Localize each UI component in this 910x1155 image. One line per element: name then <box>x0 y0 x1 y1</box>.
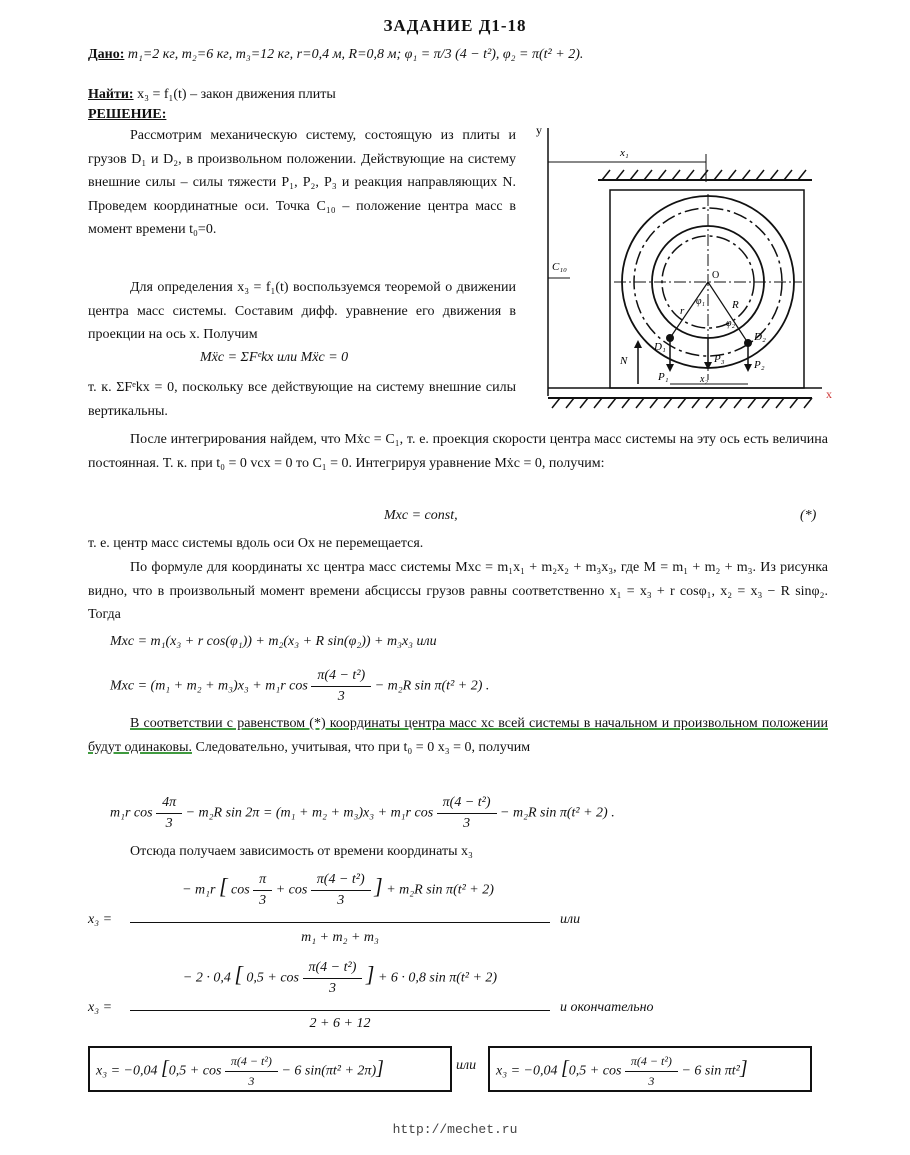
eq5-den1: 3 <box>165 816 173 831</box>
res2-b: 0,5 + cos <box>568 1063 622 1079</box>
res2-c: − 6 sin πt² <box>681 1063 740 1079</box>
equation-const: Mxc = const, <box>384 508 458 523</box>
eq4-num: π(4 − t²) <box>311 668 371 687</box>
equation-motion: Mẍc = ΣFᵉkx или Mẍc = 0 <box>200 350 349 365</box>
given-text: m₁=2 кг, m₂=6 кг, m₃=12 кг, r=0,4 м, R=0,8 м; φ₁ = π/3 (4 − t²), φ₂ = π(t² + 2). <box>127 47 584 62</box>
eq4-fraction <box>311 668 371 705</box>
paragraph-theorem: Для определения x₃ = f₁(t) воспользуемся теоремой о движении центра масс системы. Составим дифф. уравнение его движения в проекции на ось x. Получим <box>88 280 516 342</box>
res2-num: π(4 − t²) <box>625 1054 678 1072</box>
result-or: или <box>456 1058 477 1073</box>
eq4-left: Mxc = (m₁ + m₂ + m₃)x₃ + m₁r cos <box>110 678 308 694</box>
d2-label: D₂ <box>754 331 766 343</box>
equation-tag: (*) <box>800 508 817 523</box>
eq4-den: 3 <box>337 689 345 704</box>
y-axis-label: y <box>536 123 542 137</box>
mechanism-figure <box>530 118 840 418</box>
eq7-frac-num: π(4 − t²) <box>303 960 363 979</box>
eq6-frac-b-den: 3 <box>259 893 267 908</box>
p2-label: P₂ <box>754 359 765 371</box>
solution-label: РЕШЕНИЕ: <box>88 107 167 122</box>
eq7-fraction-bar <box>130 1010 550 1011</box>
paragraph-forces: т. к. ΣFᵉkx = 0, поскольку все действующие на систему внешние силы вертикальны. <box>88 380 516 419</box>
d1-label: D₁ <box>654 341 666 353</box>
result-1: x₃ = −0,04 [0,5 + cos $\frac{\text{π(4 − t²)}}{3}$ − 6 sin(πt² + 2π)] <box>96 1054 384 1088</box>
paragraph-equality <box>88 712 828 759</box>
equation-initial <box>110 795 615 832</box>
floor-hatch <box>552 398 812 408</box>
res1-den: 3 <box>248 1074 255 1088</box>
eq7-num-c: + 6 · 0,8 sin π(t² + 2) <box>377 970 498 986</box>
paragraph-center-fixed: т. е. центр масс системы вдоль оси Ox не перемещается. <box>88 536 424 551</box>
eq7-num-a: − 2 · 0,4 <box>182 970 231 986</box>
r-label: r <box>680 305 685 317</box>
eq6-num-d: + m₂R sin π(t² + 2) <box>386 882 494 898</box>
res2-den: 3 <box>648 1074 655 1088</box>
eq6-denominator: m₁ + m₂ + m₃ <box>301 930 379 945</box>
paragraph-intro: Рассмотрим механическую систему, состоящую из плиты и грузов D₁ и D₂, в произвольном положении. Действующие на систему внешние силы – силы тяжести P₁, P₂, P₃ и реакция направляющих N. Проведем координатные оси. Точка C₁₀ – положение центра масс в момент времени t₀=0. <box>88 128 516 237</box>
eq5-right: − m₂R sin π(t² + 2) . <box>500 805 615 821</box>
paragraph-dependence: Отсюда получаем зависимость от времени координаты x₃ <box>130 844 473 859</box>
page-title: ЗАДАНИЕ Д1-18 <box>383 16 527 35</box>
center-label: O <box>712 270 720 281</box>
x-axis-label: x <box>826 387 832 401</box>
eq6-frac-b-num: π <box>253 872 272 891</box>
footer-url: http://mechet.ru <box>392 1122 518 1137</box>
given-label: Дано: <box>88 47 125 62</box>
plate <box>610 190 804 388</box>
res2-frac <box>625 1054 678 1089</box>
paragraph-equality-underlined: В соответствии с равенством (*) координаты центра масс xc всей системы в начальном и произвольном положении будут одинаковы. <box>88 716 828 755</box>
eq6-num-a: − m₁r <box>182 882 216 898</box>
paragraph-integration: После интегрирования найдем, что Mẋc = C₁, т. е. проекция скорости центра масс системы на эту ось есть величина постоянная. Т. к. при t₀ = 0 vcx = 0 то C₁ = 0. Интегрируя уравнение Mẋc = 0, получим: <box>88 432 828 471</box>
eq6-tail: или <box>560 912 581 927</box>
eq7-frac-den: 3 <box>328 981 336 996</box>
find-text: x₃ = f₁(t) – закон движения плиты <box>137 87 336 102</box>
paragraph-formula: По формуле для координаты xc центра масс системы Mxc = m₁x₁ + m₂x₂ + m₃x₃, где M = m₁ + m₂ + m₃. Из рисунка видно, что в произвольный момент времени абсциссы грузов равны соответственно x₁ = x₃ + r cosφ₁, x₂ = x₃ − R sinφ₂. Тогда <box>88 560 828 622</box>
x2-label: x₂ <box>700 374 708 385</box>
eq5-num2: π(4 − t²) <box>437 795 497 814</box>
eq5-fraction-1 <box>156 795 182 832</box>
c10-label: C₁₀ <box>552 261 567 273</box>
eq6-frac-b <box>253 872 272 909</box>
equation-expanded <box>110 668 489 705</box>
eq6-num-b: cos <box>231 882 250 898</box>
p3-label: P₃ <box>714 353 725 365</box>
eq6-frac-c-num: π(4 − t²) <box>311 872 371 891</box>
p1-label: P₁ <box>658 371 669 383</box>
eq4-right: − m₂R sin π(t² + 2) . <box>374 678 490 694</box>
given-line <box>88 46 583 64</box>
eq5-mid: − m₂R sin 2π = (m₁ + m₂ + m₃)x₃ + m₁r cos <box>185 805 434 821</box>
eq7-numerator: − 2 · 0,4 [ 0,5 + cos $\frac{\text{π(4 − t²)}}{3}$ ] + 6 · 0,8 sin π(t² + 2) <box>182 960 498 996</box>
res1-a: x₃ = −0,04 <box>96 1063 158 1079</box>
eq7-tail: и окончательно <box>560 1000 654 1015</box>
eq5-num1: 4π <box>156 795 182 814</box>
paragraph-equality-rest: Следовательно, учитывая, что при t₀ = 0 x₃ = 0, получим <box>191 739 531 755</box>
res2-a: x₃ = −0,04 <box>496 1063 558 1079</box>
eq6-frac-c-den: 3 <box>337 893 345 908</box>
eq7-frac <box>303 960 363 997</box>
eq6-frac-c <box>311 872 371 909</box>
eq5-den2: 3 <box>463 816 471 831</box>
x1-label: x₁ <box>620 147 629 159</box>
eq6-lhs: x₃ = <box>88 912 113 927</box>
result-2: x₃ = −0,04 [0,5 + cos $\frac{\text{π(4 − t²)}}{3}$ − 6 sin πt²] <box>496 1054 748 1088</box>
res1-frac <box>225 1054 278 1089</box>
eq7-lhs: x₃ = <box>88 1000 113 1015</box>
ceiling-hatch <box>602 170 806 180</box>
eq5-fraction-2 <box>437 795 497 832</box>
eq5-left: m₁r cos <box>110 805 153 821</box>
eq6-num-c: + cos <box>275 882 308 898</box>
find-label: Найти: <box>88 87 134 102</box>
eq6-numerator: − m₁r [ cos $\frac{\pi}{3}$ + cos $\frac{\text{π(4 − t²)}}{3}$ ] + m₂R sin π(t² + 2) <box>182 872 494 908</box>
eq6-fraction-bar <box>130 922 550 923</box>
res1-b: 0,5 + cos <box>168 1063 222 1079</box>
R-label: R <box>732 299 739 311</box>
radius-r <box>670 282 708 338</box>
res1-c: − 6 sin(πt² + 2π) <box>281 1063 377 1079</box>
n-label: N <box>620 355 628 367</box>
find-line <box>88 86 336 104</box>
res1-num: π(4 − t²) <box>225 1054 278 1072</box>
equation-substituted: Mxc = m₁(x₃ + r cos(φ₁)) + m₂(x₃ + R sin(φ₂)) + m₃x₃ или <box>110 634 437 649</box>
phi2-label: φ₂ <box>726 318 736 329</box>
eq7-num-b: 0,5 + cos <box>246 970 299 986</box>
phi1-label: φ₁ <box>696 296 706 307</box>
eq7-denominator: 2 + 6 + 12 <box>309 1016 371 1031</box>
